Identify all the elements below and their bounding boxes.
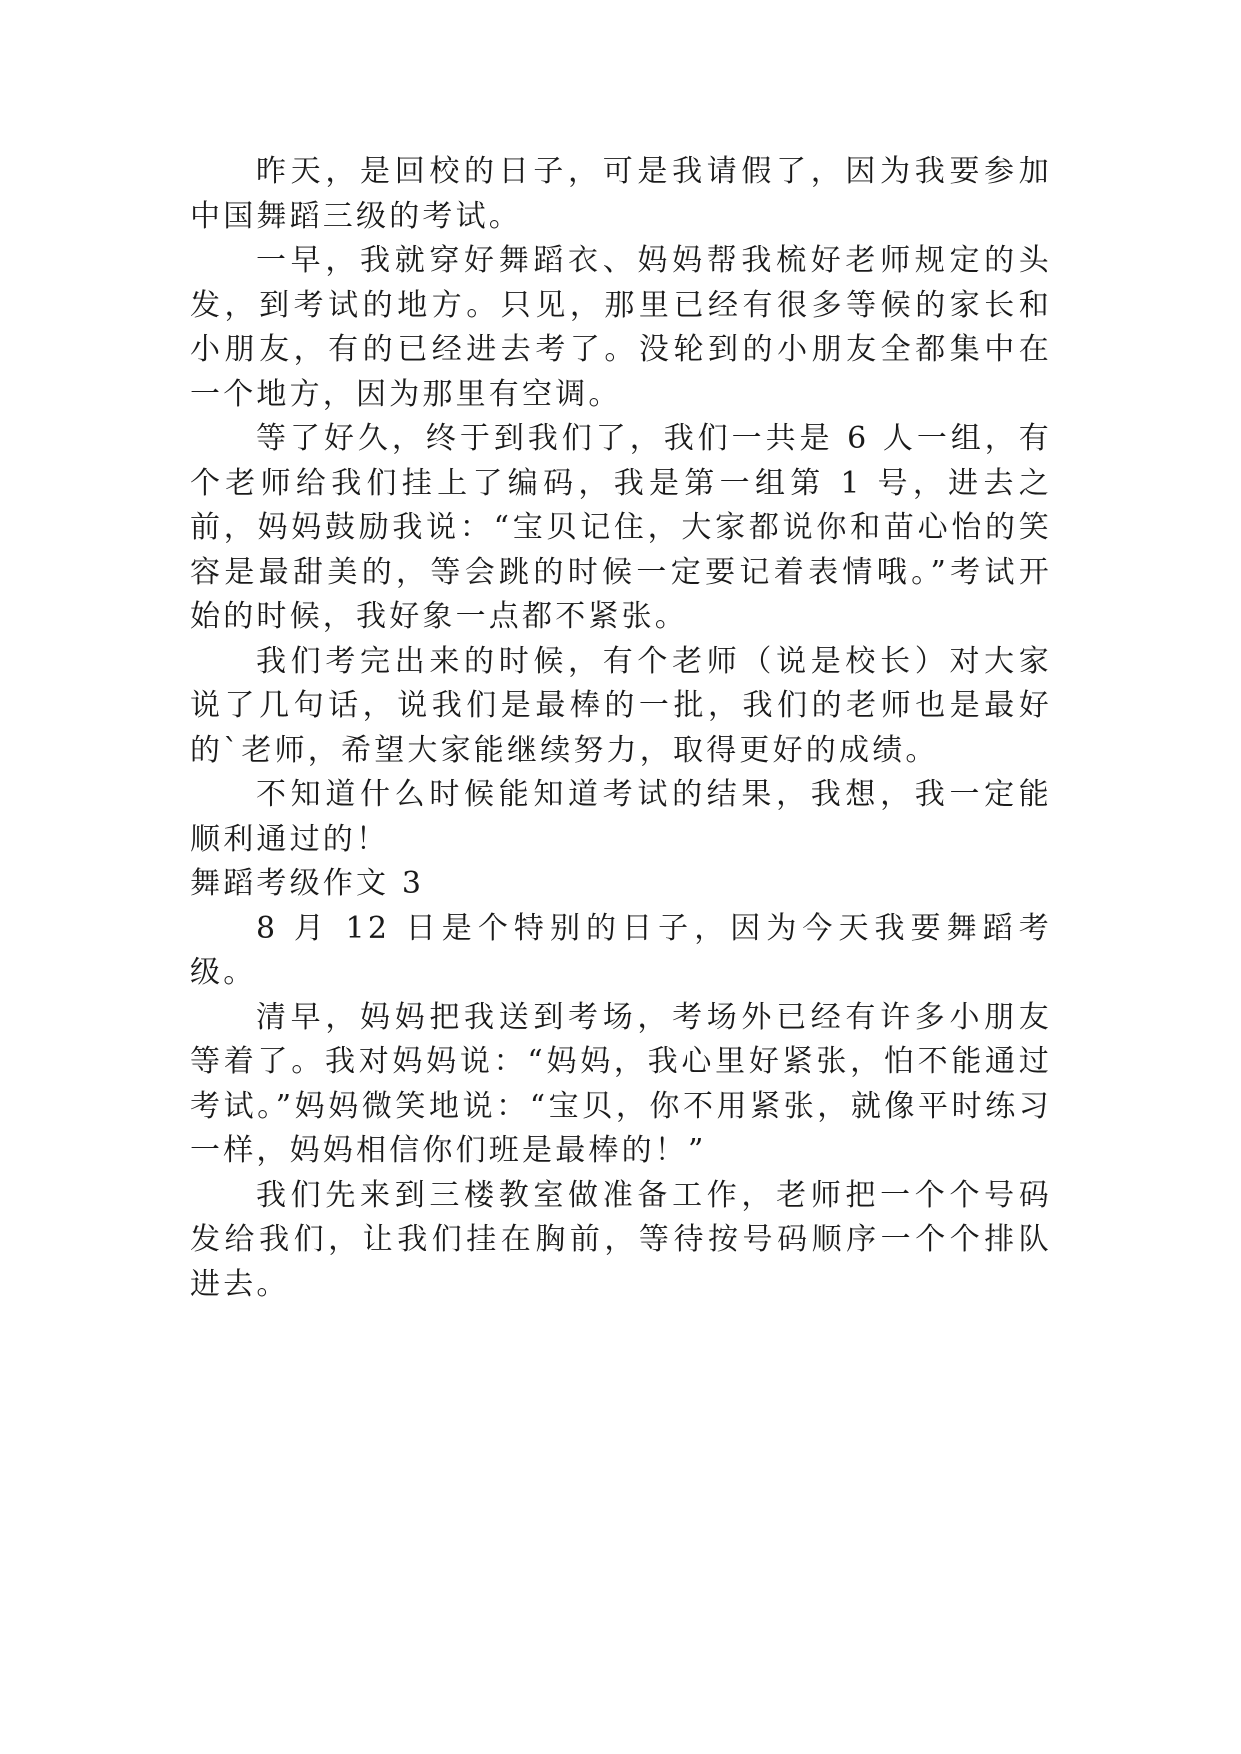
document-body	[190, 150, 1052, 1307]
section-paragraph-3: 我们先来到三楼教室做准备工作，老师把一个个号码发给我们，让我们挂在胸前，等待按号码顺序一个个排队进去。	[190, 1177, 1052, 1302]
paragraph-4: 我们考完出来的时候，有个老师（说是校长）对大家说了几句话，说我们是最棒的一批，我们的老师也是最好的`老师，希望大家能继续努力，取得更好的成绩。	[190, 643, 1052, 768]
section-paragraph-1: 8 月 12 日是个特别的日子，因为今天我要舞蹈考级。	[190, 910, 1052, 990]
paragraph-2: 一早，我就穿好舞蹈衣、妈妈帮我梳好老师规定的头发，到考试的地方。只见，那里已经有很多等候的家长和小朋友，有的已经进去考了。没轮到的小朋友全都集中在一个地方，因为那里有空调。	[190, 243, 1052, 412]
paragraph-3: 等了好久，终于到我们了，我们一共是 6 人一组，有个老师给我们挂上了编码，我是第一组第 1 号，进去之前，妈妈鼓励我说：“宝贝记住，大家都说你和苗心怡的笑容是最甜美的，等会跳的时候一定要记着表情哦。”考试开始的时候，我好象一点都不紧张。	[190, 421, 1052, 634]
section-title: 舞蹈考级作文 3	[190, 866, 425, 901]
section-paragraph-2: 清早，妈妈把我送到考场，考场外已经有许多小朋友等着了。我对妈妈说：“妈妈，我心里好紧张，怕不能通过考试。”妈妈微笑地说：“宝贝，你不用紧张，就像平时练习一样，妈妈相信你们班是最棒的！”	[190, 999, 1052, 1168]
paragraph-5: 不知道什么时候能知道考试的结果，我想，我一定能顺利通过的！	[190, 777, 1052, 857]
paragraph-1: 昨天，是回校的日子，可是我请假了，因为我要参加中国舞蹈三级的考试。	[190, 154, 1052, 234]
